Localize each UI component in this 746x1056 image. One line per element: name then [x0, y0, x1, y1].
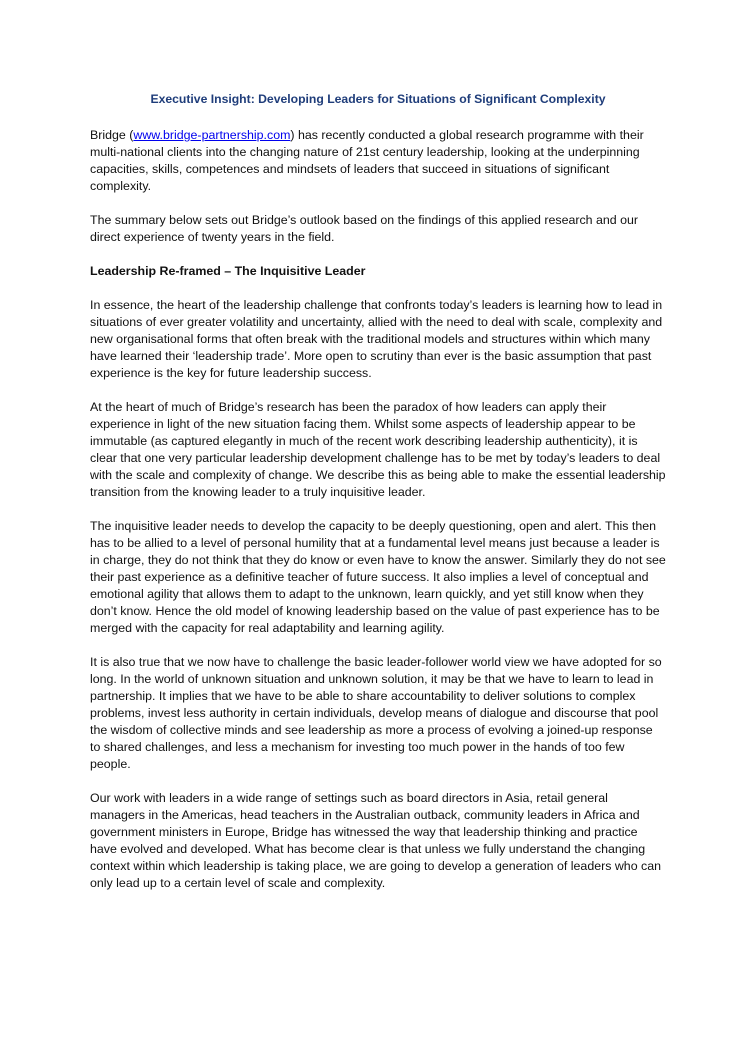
- document-page: [90, 91, 666, 909]
- body-paragraph-3: The inquisitive leader needs to develop the capacity to be deeply questioning, open and alert. This then has to be allied to a level of personal humility that at a fundamental level means just because a leader is in charge, they do not think that they do know or even have to know the answer. Similarly they do not see their past experience as a definitive teacher of future success. It also implies a level of conceptual and emotional agility that allows them to adapt to the unknown, learn quickly, and yet still know when they don’t know. Hence the old model of knowing leadership based on the value of past experience has to be merged with the capacity for real adaptability and learning agility.: [90, 519, 666, 635]
- document-title: Executive Insight: Developing Leaders for Situations of Significant Complexity: [150, 92, 606, 106]
- summary-paragraph: The summary below sets out Bridge’s outlook based on the findings of this applied research and our direct experience of twenty years in the field.: [90, 213, 639, 244]
- body-paragraph-4: It is also true that we now have to challenge the basic leader-follower world view we have adopted for so long. In the world of unknown situation and unknown solution, it may be that we have to learn to lead in partnership. It implies that we have to be able to share accountability to deliver solutions to complex problems, invest less authority in certain individuals, develop means of dialogue and discourse that pool the wisdom of collective minds and see leadership as more a process of evolving a joined-up response to shared challenges, and less a mechanism for investing too much power in the hands of too few people.: [90, 655, 662, 771]
- intro-lead: Bridge (: [90, 128, 134, 142]
- body-paragraph-1: In essence, the heart of the leadership challenge that confronts today’s leaders is learning how to lead in situations of ever greater volatility and uncertainty, allied with the need to deal with scale, complexity and new organisational forms that often break with the traditional models and structures within which many have learned their ‘leadership trade’. More open to scrutiny than ever is the basic assumption that past experience is the key for future leadership success.: [90, 298, 663, 380]
- body-paragraph-5: Our work with leaders in a wide range of settings such as board directors in Asia, retail general managers in the Americas, head teachers in the Australian outback, community leaders in Africa and government ministers in Europe, Bridge has witnessed the way that leadership thinking and practice have evolved and developed. What has become clear is that unless we fully understand the changing context within which leadership is taking place, we are going to develop a generation of leaders who can only lead up to a certain level of scale and complexity.: [90, 791, 662, 890]
- intro-rest: ) has recently conducted a global research programme with their multi-national clients into the changing nature of 21st century leadership, looking at the underpinning capacities, skills, competences and mindsets of leaders that succeed in situations of significant complexity.: [90, 128, 644, 193]
- body-paragraph-2: At the heart of much of Bridge’s research has been the paradox of how leaders can apply their experience in light of the new situation facing them. Whilst some aspects of leadership appear to be immutable (as captured elegantly in much of the recent work describing leadership authenticity), it is clear that one very particular leadership development challenge has to be met by today’s leaders to deal with the scale and complexity of change. We describe this as being able to make the essential leadership transition from the knowing leader to a truly inquisitive leader.: [90, 400, 666, 499]
- intro-paragraph: [90, 127, 666, 195]
- bridge-partnership-link[interactable]: www.bridge-partnership.com: [133, 128, 291, 142]
- section-heading: Leadership Re-framed – The Inquisitive Leader: [90, 264, 366, 278]
